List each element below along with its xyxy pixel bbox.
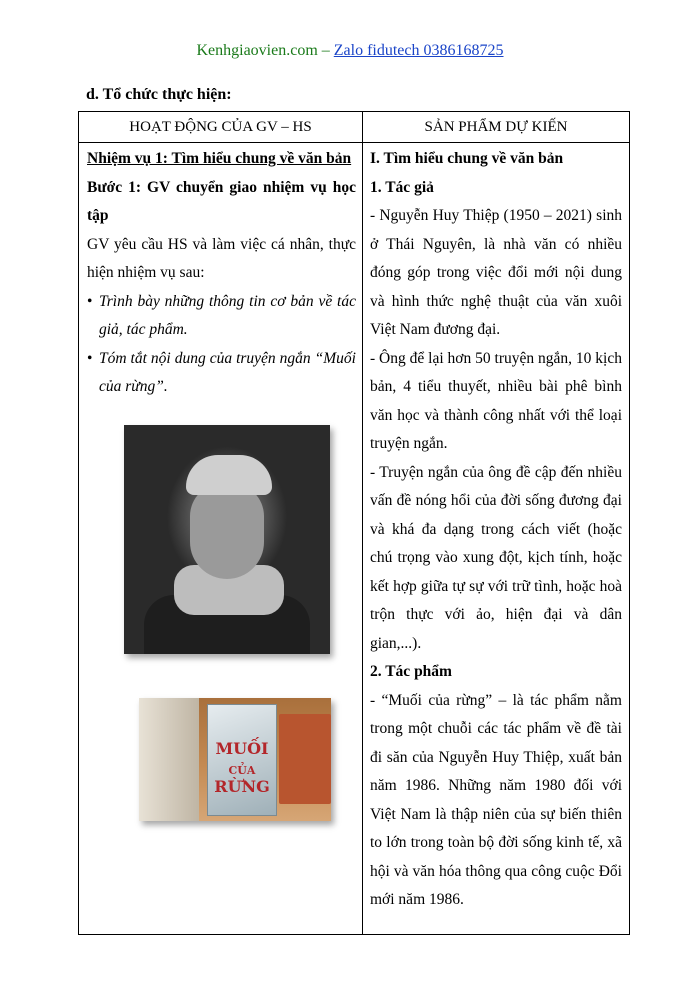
site-link[interactable]: Kenhgiaovien.com bbox=[196, 42, 318, 59]
bullet-item bbox=[87, 288, 356, 345]
author-paragraph: - Ông để lại hơn 50 truyện ngắn, 10 kịch bản, 4 tiểu thuyết, nhiều bài phê bình văn học và thành công nhất với thể loại truyện ngắn. bbox=[370, 349, 622, 452]
bullet-icon: • bbox=[87, 292, 93, 310]
activity-table bbox=[78, 111, 630, 935]
page-header bbox=[0, 42, 700, 60]
author-heading: 1. Tác giả bbox=[370, 178, 434, 196]
author-paragraph: - Nguyễn Huy Thiệp (1950 – 2021) sinh ở Thái Nguyên, là nhà văn có nhiều đóng góp trong việc đổi mới nội dung và hình thức nghệ thuật của văn xuôi Việt Nam đương đại. bbox=[370, 207, 622, 338]
product-cell bbox=[363, 143, 630, 935]
book-cover-photo bbox=[139, 698, 331, 821]
work-heading: 2. Tác phẩm bbox=[370, 663, 452, 680]
bullet-text: Trình bày những thông tin cơ bản về tác giả, tác phẩm. bbox=[99, 292, 356, 338]
contact-link[interactable]: Zalo fidutech 0386168725 bbox=[333, 42, 504, 59]
instruction-text: GV yêu cầu HS và làm việc cá nhân, thực hiện nhiệm vụ sau: bbox=[87, 235, 356, 281]
author-portrait-photo bbox=[124, 425, 330, 654]
book-title-line: MUỐI bbox=[215, 738, 269, 758]
book-title-line: CỦA bbox=[228, 763, 256, 777]
bullet-icon: • bbox=[87, 349, 93, 367]
activity-cell bbox=[79, 143, 363, 935]
right-section-title: I. Tìm hiểu chung về văn bản bbox=[370, 150, 564, 167]
section-title: d. Tổ chức thực hiện: bbox=[86, 86, 232, 103]
column-header-activity: HOẠT ĐỘNG CỦA GV – HS bbox=[79, 112, 363, 143]
book bbox=[207, 704, 277, 816]
bullet-text: Tóm tắt nội dung của truyện ngắn “Muối của rừng”. bbox=[99, 349, 356, 395]
task-title: Nhiệm vụ 1: Tìm hiểu chung về văn bản bbox=[87, 150, 352, 167]
column-header-product: SẢN PHẨM DỰ KIẾN bbox=[363, 112, 630, 143]
author-paragraph: - Truyện ngắn của ông đề cập đến nhiều vấn đề nóng hổi của đời sống đương đại và khá đa dạng trong cách viết (hoặc chú trọng vào xung đột, kịch tính, hoặc kết hợp giữa tự sự với trữ tình, hoặc hoà trộn thực với ảo, hiện đại và dân gian,...). bbox=[370, 463, 622, 652]
book-title-line: RỪNG bbox=[214, 776, 270, 796]
step-title: Bước 1: GV chuyển giao nhiệm vụ học tập bbox=[87, 178, 356, 224]
bullet-item bbox=[87, 345, 356, 402]
work-paragraph: - “Muối của rừng” – là tác phẩm nằm trong một chuỗi các tác phẩm về đề tài đi săn của Nguyễn Huy Thiệp, xuất bản năm 1986. Những năm 1980 đối với Việt Nam là thập niên của sự biến thiên to lớn trong toàn bộ đời sống kinh tế, xã hội và văn hóa thông qua công cuộc Đổi mới năm 1986. bbox=[370, 691, 622, 908]
header-separator: – bbox=[317, 42, 334, 59]
